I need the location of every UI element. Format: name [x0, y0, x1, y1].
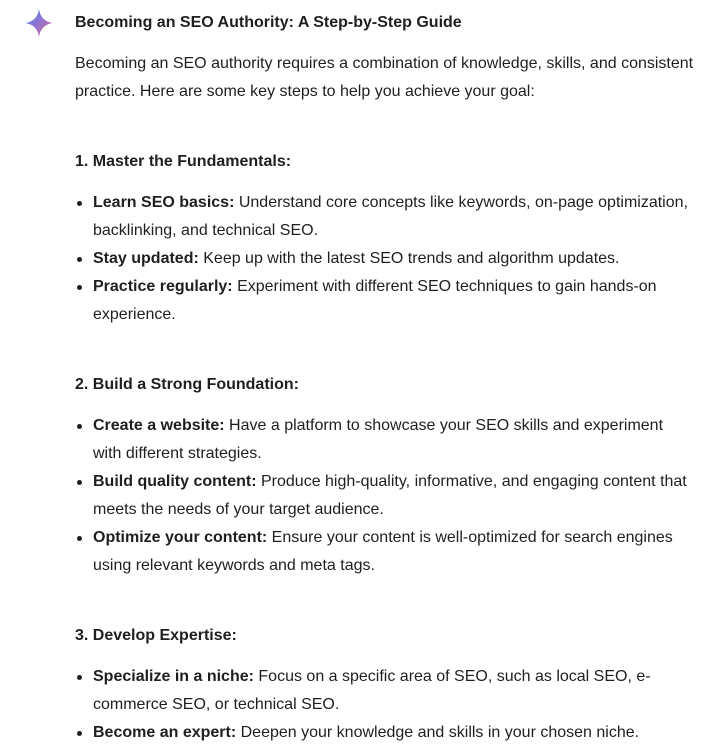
- list-item-label: Learn SEO basics:: [93, 194, 235, 211]
- list-item: [93, 412, 695, 468]
- list-item-label: Optimize your content:: [93, 529, 268, 546]
- section: [75, 148, 695, 329]
- list-item: [93, 245, 695, 273]
- list-item-label: Build quality content:: [93, 473, 257, 490]
- section-heading: 1. Master the Fundamentals:: [75, 153, 292, 170]
- list-item-text: Ensure your content is well-optimized for search engines using relevant keywords and meta tags.: [93, 529, 673, 574]
- list-item-text: Understand core concepts like keywords, on-page optimization, backlinking, and technical SEO.: [93, 194, 688, 239]
- list-item-text: Focus on a specific area of SEO, such as local SEO, e-commerce SEO, or technical SEO.: [93, 668, 651, 713]
- bullet-list: [75, 663, 695, 747]
- section: [75, 371, 695, 580]
- section-heading: 3. Develop Expertise:: [75, 627, 237, 644]
- list-item-label: Stay updated:: [93, 250, 199, 267]
- list-item: [93, 663, 695, 719]
- gemini-sparkle-icon: [24, 8, 54, 38]
- list-item-label: Become an expert:: [93, 724, 237, 741]
- list-item-text: Produce high-quality, informative, and engaging content that meets the needs of your target audience.: [93, 473, 687, 518]
- list-item: [93, 189, 695, 245]
- response-title: Becoming an SEO Authority: A Step-by-Step Guide: [75, 14, 462, 31]
- list-item-label: Create a website:: [93, 417, 225, 434]
- list-item-label: Specialize in a niche:: [93, 668, 254, 685]
- list-item: [93, 468, 695, 524]
- list-item: [93, 524, 695, 580]
- bullet-list: [75, 189, 695, 329]
- list-item: [93, 719, 695, 747]
- response-intro: Becoming an SEO authority requires a combination of knowledge, skills, and consistent practice. Here are some key steps to help you achieve your goal:: [75, 55, 694, 100]
- section: [75, 622, 695, 747]
- list-item-text: Experiment with different SEO techniques to gain hands-on experience.: [93, 278, 657, 323]
- list-item: [93, 273, 695, 329]
- list-item-text: Have a platform to showcase your SEO skills and experiment with different strategies.: [93, 417, 664, 462]
- response-body: [75, 9, 695, 747]
- list-item-label: Practice regularly:: [93, 278, 233, 295]
- section-heading: 2. Build a Strong Foundation:: [75, 376, 299, 393]
- list-item-text: Keep up with the latest SEO trends and algorithm updates.: [198, 250, 620, 267]
- bullet-list: [75, 412, 695, 580]
- list-item-text: Deepen your knowledge and skills in your chosen niche.: [236, 724, 640, 741]
